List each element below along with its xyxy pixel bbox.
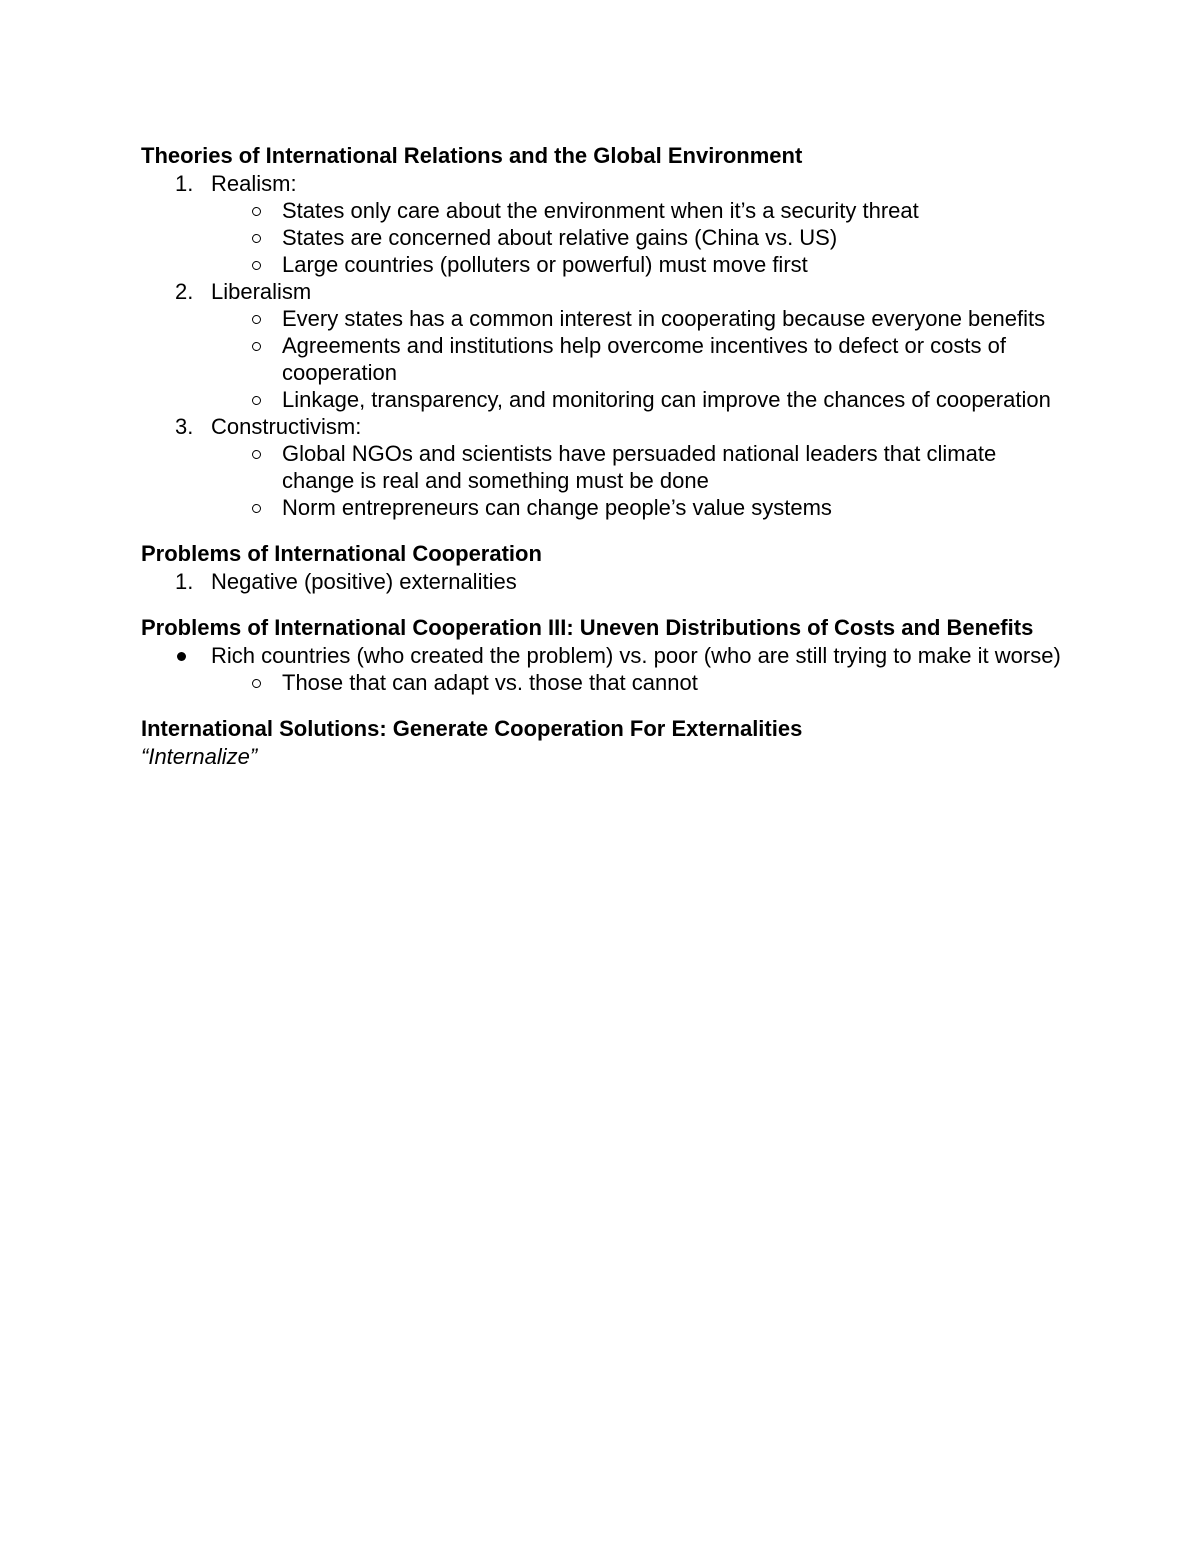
sub-item-text: Linkage, transparency, and monitoring can improve the chances of cooperation — [282, 387, 1051, 412]
section-heading: Theories of International Relations and the Global Environment — [141, 143, 803, 168]
sub-item-text: Large countries (polluters or powerful) must move first — [282, 252, 808, 277]
section-heading: International Solutions: Generate Cooperation For Externalities — [141, 716, 803, 741]
sub-list-item — [141, 669, 1061, 696]
sub-list-item — [141, 305, 1061, 332]
list-number: 2. — [175, 279, 194, 304]
sub-item-text: Every states has a common interest in cooperating because everyone benefits — [282, 306, 1046, 331]
italic-note: “Internalize” — [141, 744, 258, 769]
sub-item-text: Those that can adapt vs. those that cannot — [282, 670, 698, 695]
sub-item-text: States are concerned about relative gains (China vs. US) — [282, 225, 838, 250]
section-problems-cooperation — [141, 540, 1061, 595]
sub-list-item — [141, 197, 1061, 224]
list-item-externalities — [141, 568, 1061, 595]
hollow-bullet-icon — [252, 504, 261, 513]
list-number: 1. — [175, 171, 194, 196]
section-uneven-distributions — [141, 614, 1061, 696]
numbered-list — [141, 568, 1061, 595]
section-international-solutions — [141, 715, 1061, 770]
sub-list-item — [141, 386, 1061, 413]
hollow-bullet-icon — [252, 207, 261, 216]
numbered-list — [141, 170, 1061, 521]
hollow-bullet-icon — [252, 396, 261, 405]
list-item-text: Negative (positive) externalities — [211, 569, 517, 594]
list-item-constructivism — [141, 413, 1061, 440]
list-item-realism — [141, 170, 1061, 197]
hollow-bullet-icon — [252, 261, 261, 270]
sub-item-text: Norm entrepreneurs can change people’s value systems — [282, 495, 832, 520]
bullet-item-text: Rich countries (who created the problem) vs. poor (who are still trying to make it worse) — [211, 643, 1061, 668]
list-item-text: Liberalism — [211, 279, 312, 304]
list-number: 1. — [175, 569, 194, 594]
document-body — [141, 142, 1061, 770]
hollow-bullet-icon — [252, 315, 261, 324]
section-theories — [141, 142, 1061, 521]
hollow-bullet-icon — [252, 234, 261, 243]
sub-item-text: Agreements and institutions help overcome incentives to defect or costs of cooperation — [282, 333, 1006, 385]
sub-list-item — [141, 332, 1061, 386]
list-item-text: Constructivism: — [211, 414, 362, 439]
sub-list-item — [141, 440, 1061, 494]
list-item-text: Realism: — [211, 171, 297, 196]
list-item-liberalism — [141, 278, 1061, 305]
sub-list-item — [141, 494, 1061, 521]
sub-list-item — [141, 224, 1061, 251]
sub-item-text: States only care about the environment when it’s a security threat — [282, 198, 919, 223]
bullet-item — [141, 642, 1061, 669]
hollow-bullet-icon — [252, 679, 261, 688]
section-heading: Problems of International Cooperation III: Uneven Distributions of Costs and Benefits — [141, 615, 1034, 640]
hollow-bullet-icon — [252, 450, 261, 459]
section-heading: Problems of International Cooperation — [141, 541, 542, 566]
list-number: 3. — [175, 414, 194, 439]
sub-list-item — [141, 251, 1061, 278]
bullet-list — [141, 642, 1061, 696]
hollow-bullet-icon — [252, 342, 261, 351]
filled-bullet-icon — [177, 652, 186, 661]
sub-item-text: Global NGOs and scientists have persuaded national leaders that climate change is real and something must be done — [282, 441, 997, 493]
